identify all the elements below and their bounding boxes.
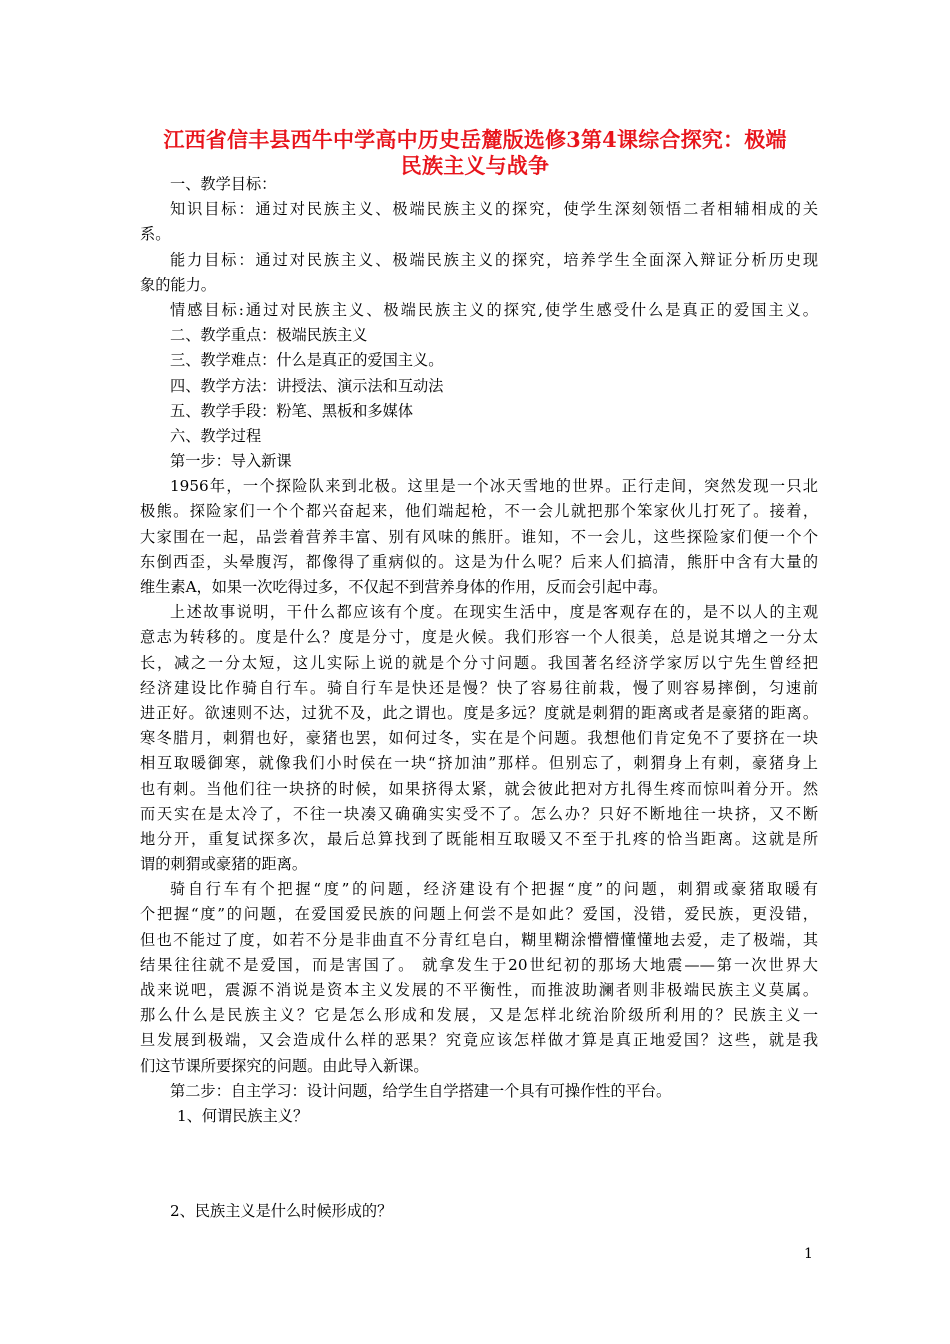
paragraph-line: 极熊。探险家们一个个都兴奋起来，他们端起枪，不一会儿就把那个笨家伙儿打死了。接着， xyxy=(140,502,818,521)
paragraph-line: 上述故事说明，干什么都应该有个度。在现实生活中，度是客观存在的，是不以人的主观 xyxy=(170,603,818,622)
title-line-1: 江西省信丰县西牛中学高中历史岳麓版选修3第4课综合探究：极端 xyxy=(163,127,787,152)
paragraph-line: 大家围在一起，品尝着营养丰富、别有风味的熊肝。谁知，不一会儿，这些探险家们便一个个 xyxy=(140,527,818,546)
paragraph-line: 象的能力。 xyxy=(140,275,216,294)
title-line-2: 民族主义与战争 xyxy=(400,153,550,178)
paragraph-line: 骑自行车有个把握“度”的问题，经济建设有个把握“度”的问题，刺猬或豪猪取暖有 xyxy=(170,880,818,899)
paragraph-line: 维生素A，如果一次吃得过多，不仅起不到营养身体的作用，反而会引起中毒。 xyxy=(140,578,668,596)
question-1: 1、何谓民族主义？ xyxy=(177,1106,309,1125)
paragraph-line: 意志为转移的。度是什么？度是分寸，度是火候。我们形容一个人很美，总是说其增之一分太 xyxy=(140,628,818,647)
paragraph-line: 结果往往就不是爱国，而是害国了。 就拿发生于20世纪初的那场大地震——第一次世界大 xyxy=(140,955,818,974)
paragraph-line: 们这节课所要探究的问题。由此导入新课。 xyxy=(140,1056,429,1075)
paragraph-line: 五、教学手段：粉笔、黑板和多媒体 xyxy=(170,401,413,420)
paragraph-line: 二、教学重点：极端民族主义 xyxy=(170,326,368,345)
page-number: 1 xyxy=(804,1246,813,1262)
paragraph-line: 地分开，重复试探多次，最后总算找到了既能相互取暖又不至于扎疼的恰当距离。这就是所 xyxy=(140,829,818,848)
paragraph-line: 第一步：导入新课 xyxy=(170,452,292,471)
answer-space xyxy=(140,1129,818,1199)
paragraph-line: 系。 xyxy=(140,225,171,244)
paragraph-line: 1956年，一个探险队来到北极。这里是一个冰天雪地的世界。正行走间，突然发现一只北 xyxy=(170,477,818,496)
paragraph-line: 旦发展到极端，又会造成什么样的恶果？究竟应该怎样做才算是真正地爱国？这些，就是我 xyxy=(140,1031,818,1050)
paragraph-line: 寒冬腊月，刺猬也好，豪猪也罢，如何过冬，实在是个问题。我想他们肯定免不了要挤在一块 xyxy=(140,729,818,748)
paragraph-line: 四、教学方法：讲授法、演示法和互动法 xyxy=(170,376,444,395)
paragraph-line: 但也不能过了度，如若不分是非曲直不分青红皂白，糊里糊涂懵懵懂懂地去爱，走了极端，其 xyxy=(140,930,818,949)
paragraph-line: 六、教学过程 xyxy=(170,426,262,445)
paragraph-line: 相互取暖御寒，就像我们小时侯在一块“挤加油”那样。但别忘了，刺猬身上有刺，豪猪身上 xyxy=(140,754,818,773)
paragraph-line: 而天实在是太冷了，不往一块凑又确确实实受不了。怎么办？只好不断地往一块挤，又不断 xyxy=(140,804,818,823)
paragraph-line: 能力目标：通过对民族主义、极端民族主义的探究，培养学生全面深入辩证分析历史现 xyxy=(170,250,818,269)
paragraph-line: 三、教学难点：什么是真正的爱国主义。 xyxy=(170,351,444,370)
paragraph-line: 进正好。欲速则不达，过犹不及，此之谓也。度是多远？度就是刺猬的距离或者是豪猪的距离。 xyxy=(140,703,818,722)
paragraph-line: 经济建设比作骑自行车。骑自行车是快还是慢？快了容易往前栽，慢了则容易摔倒，匀速前 xyxy=(140,678,818,697)
paragraph-line: 知识目标：通过对民族主义、极端民族主义的探究，使学生深刻领悟二者相辅相成的关 xyxy=(170,200,818,219)
question-2: 2、民族主义是什么时候形成的？ xyxy=(170,1202,393,1221)
paragraph-line: 长，减之一分太短，这儿实际上说的就是个分寸问题。我国著名经济学家厉以宁先生曾经把 xyxy=(140,653,818,672)
document-body xyxy=(140,172,818,1224)
paragraph-line: 情感目标:通过对民族主义、极端民族主义的探究,使学生感受什么是真正的爱国主义。 xyxy=(170,300,818,319)
paragraph-line: 一、教学目标： xyxy=(170,175,277,193)
paragraph-line: 东倒西歪，头晕腹泻，都像得了重病似的。这是为什么呢？后来人们搞清，熊肝中含有大量的 xyxy=(140,552,818,571)
paragraph-line: 谓的刺猬或豪猪的距离。 xyxy=(140,855,308,874)
paragraph-line: 第二步：自主学习：设计问题，给学生自学搭建一个具有可操作性的平台。 xyxy=(170,1081,672,1100)
paragraph-line: 战来说吧，震源不消说是资本主义发展的不平衡性，而推波助澜者则非极端民族主义莫属。 xyxy=(140,981,818,999)
paragraph-line: 个把握“度”的问题，在爱国爱民族的问题上何尝不是如此？爱国，没错，爱民族，更没错， xyxy=(140,905,818,924)
paragraph-line: 也有刺。当他们往一块挤的时候，如果挤得太紧，就会彼此把对方扎得生疼而惊叫着分开。然 xyxy=(140,779,818,798)
paragraph-line: 那么什么是民族主义？它是怎么形成和发展，又是怎样北统治阶级所利用的？民族主义一 xyxy=(140,1006,818,1025)
